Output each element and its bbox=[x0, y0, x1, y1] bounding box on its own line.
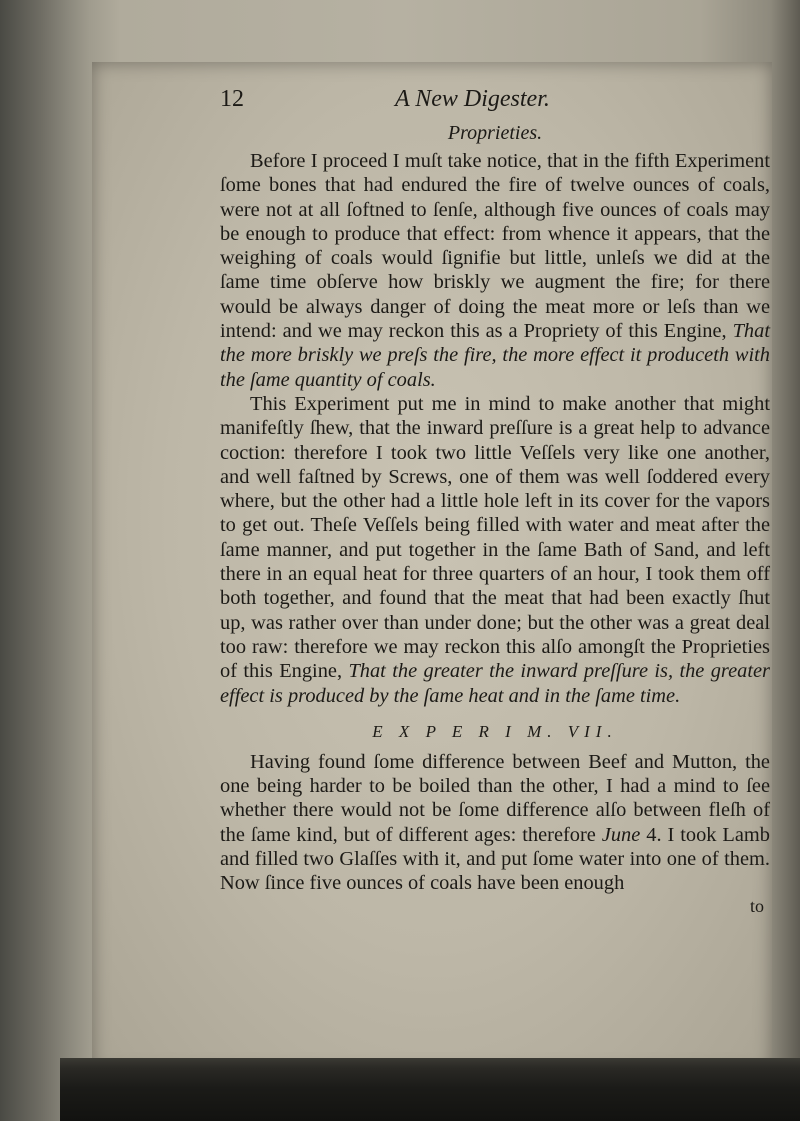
paragraph-1 bbox=[220, 149, 770, 392]
experiment-heading: E X P E R I M. VII. bbox=[372, 721, 618, 741]
section-title: Proprieties. bbox=[447, 122, 543, 144]
paragraph-2 bbox=[220, 392, 770, 708]
paragraph-3-month: June bbox=[601, 823, 641, 846]
page-text bbox=[220, 86, 770, 917]
catchword: to bbox=[749, 895, 764, 916]
page-number: 12 bbox=[220, 86, 244, 112]
paragraph-3-end: 4. I took Lamb and filled two Glaſſes with it, and put ſome water into one of them. Now ſince five ounces of coals have been enough bbox=[220, 823, 770, 895]
paragraph-2-propriety: That the greater the inward preſſure is, the greater effect is produced by the ſame heat and in the ſame time. bbox=[220, 660, 770, 707]
paragraph-3-start: Having found ſome difference between Beef and Mutton, the one being harder to be boiled than the other, I had a mind to ſee whether there would not be ſome difference alſo between fleſh of the ſame kind, but of different ages: therefore bbox=[220, 750, 770, 846]
running-title: A New Digester. bbox=[395, 86, 550, 112]
paragraph-1-text: Before I proceed I muſt take notice, that in the fifth Experiment ſome bones that had endured the fire of twelve ounces of coals, were not at all ſoftned to ſenſe, although five ounces of coals may be enough to produce that effect: from whence it appears, that the weighing of coals would ſignifie but little, unleſs we did at the ſame time obſerve how briskly we augment the fire; for there would be always danger of doing the meat more or leſs than we intend: and we may reckon this as a Propriety of this Engine, bbox=[220, 150, 770, 343]
paragraph-3 bbox=[220, 750, 770, 896]
paragraph-1-propriety: That the more briskly we preſs the fire, the more effect it produceth with the ſame quantity of coals. bbox=[220, 320, 770, 391]
running-head bbox=[220, 86, 770, 122]
paragraph-2-text: This Experiment put me in mind to make another that might manifeſtly ſhew, that the inward preſſure is a great help to advance coction: therefore I took two little Veſſels very like one another, and well faſtned by Screws, one of them was well ſoddered every where, but the other had a little hole left in its cover for the vapors to get out. Theſe Veſſels being filled with water and meat after the ſame manner, and put together in the ſame Bath of Sand, and left there in an equal heat for three quarters of an hour, I took them off both together, and found that the meat that had been exactly ſhut up, was rather over than under done; but the other was a great deal too raw: therefore we may reckon this alſo amongſt the Proprieties of this Engine, bbox=[220, 392, 770, 683]
page-bottom-edge bbox=[60, 1058, 800, 1121]
